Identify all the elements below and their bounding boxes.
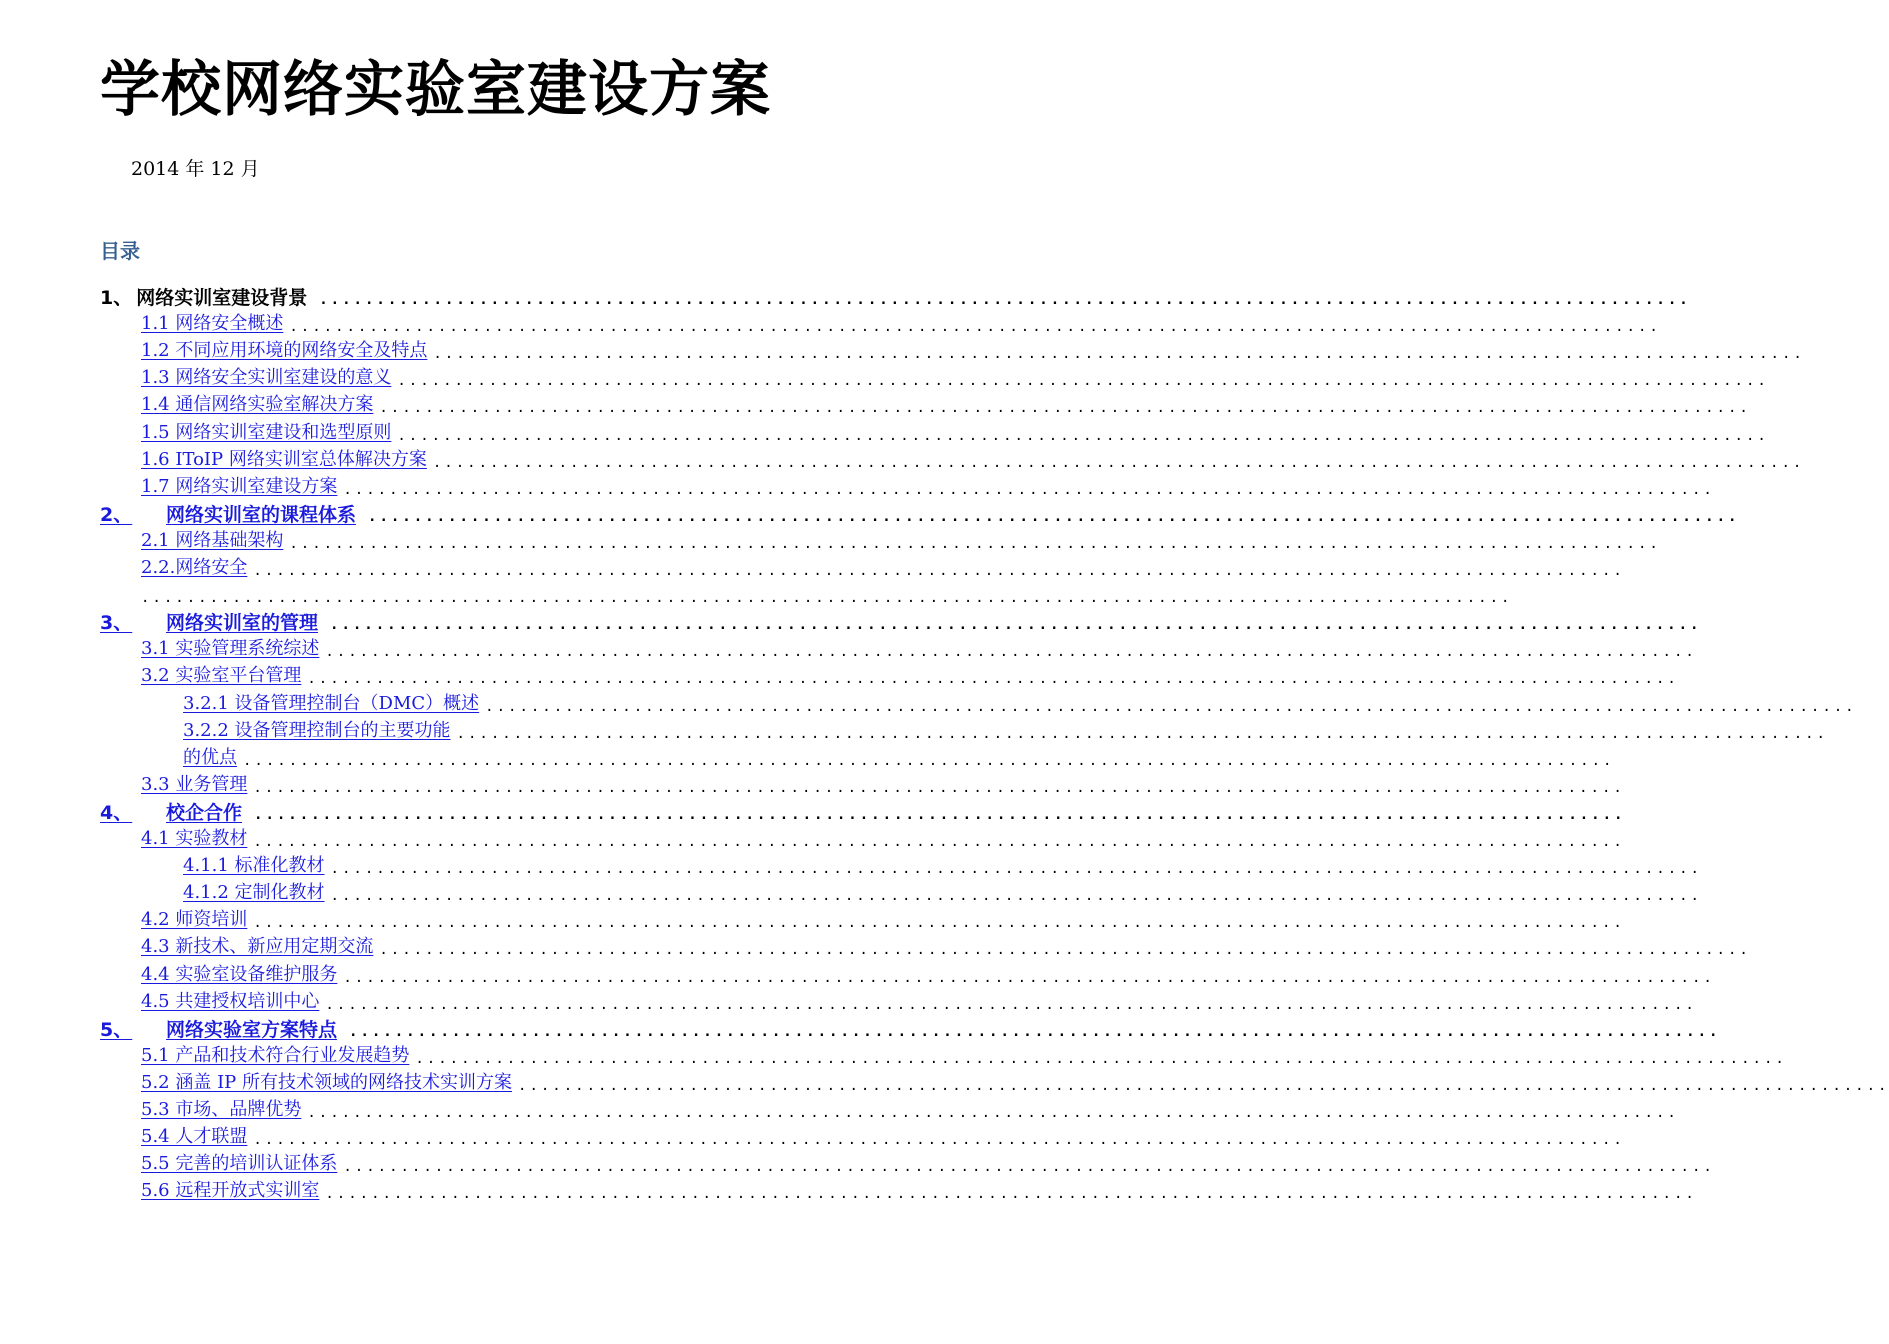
toc-section-entry[interactable]: [141, 363, 1769, 390]
toc-section-entry[interactable]: [141, 905, 1625, 932]
toc-section-link[interactable]: 5.2 涵盖 IP 所有技术领域的网络技术实训方案: [141, 1071, 513, 1093]
toc-chapter-entry[interactable]: [100, 1014, 1721, 1041]
toc-subsection-entry[interactable]: [183, 878, 1702, 905]
toc-leader-dots: ........................................................................................................................: [397, 427, 1769, 444]
toc-chapter-label: 网络实验室方案特点: [166, 1018, 338, 1041]
toc-leader-dots: ........................................................................................................................: [349, 1023, 1721, 1040]
toc-section-link[interactable]: 5.5 完善的培训认证体系: [141, 1153, 338, 1175]
toc-chapter-number: 3、: [100, 612, 133, 635]
toc-leader-dots: ........................................................................................................................: [433, 346, 1805, 363]
toc-section-entry[interactable]: [141, 445, 1805, 472]
toc-leader-dots: ........................................................................................................................: [307, 1105, 1679, 1121]
toc-section-entry[interactable]: [141, 960, 1715, 987]
toc-leader-dots: ........................................................................................................................: [253, 779, 1625, 796]
toc-leader-dots: ........................................................................................................................: [307, 671, 1679, 688]
toc-section-link[interactable]: 1.1 网络安全概述: [141, 313, 284, 335]
toc-section-entry[interactable]: [141, 472, 1715, 499]
toc-section-entry[interactable]: [141, 390, 1751, 417]
toc-section-link[interactable]: 4.3 新技术、新应用定期交流: [141, 936, 374, 958]
toc-section-link[interactable]: 2.2.网络安全: [141, 557, 248, 578]
toc-section-entry[interactable]: [141, 1095, 1679, 1122]
document-date: 2014 年 12 月: [131, 158, 260, 180]
toc-leader-dots: ........................................................................................................................: [518, 1077, 1889, 1094]
toc-leader-dots: ........................................................................................................................: [330, 861, 1702, 878]
toc-section-link[interactable]: 5.1 产品和技术符合行业发展趋势: [141, 1044, 410, 1066]
toc-leader-dots: ........................................................................................................................: [343, 481, 1715, 498]
toc-leader-dots: ........................................................................................................................: [485, 698, 1857, 715]
toc-leader-dots: ........................................................................................................................: [325, 1186, 1697, 1203]
toc-section-entry[interactable]: [141, 987, 1697, 1014]
toc-section-entry[interactable]: [141, 309, 1661, 336]
toc-section-link[interactable]: 2.1 网络基础架构: [141, 529, 284, 551]
toc-section-entry[interactable]: [141, 661, 1679, 688]
toc-section-entry[interactable]: [141, 1041, 1787, 1068]
toc-section-entry[interactable]: [141, 1149, 1715, 1176]
toc-leader-dots: ........................................................................................................................: [368, 508, 1740, 525]
toc-subsection-link[interactable]: 4.1.2 定制化教材: [183, 882, 325, 904]
toc-subsection-entry[interactable]: [183, 689, 1857, 716]
toc-chapter-entry[interactable]: [100, 797, 1626, 824]
toc-section-entry[interactable]: [141, 1122, 1625, 1149]
toc-section-entry[interactable]: [141, 553, 1625, 580]
toc-leader-dots: ........................................................................................................................: [253, 915, 1625, 932]
toc-leader-dots: ........................................................................................................................: [456, 725, 1828, 742]
toc-leader-dots: ........................................................................................................................: [379, 942, 1751, 959]
toc-section-entry[interactable]: [141, 932, 1751, 959]
toc-section-link[interactable]: 4.4 实验室设备维护服务: [141, 963, 338, 985]
toc-leader-dots: ........................................................................................................................: [253, 834, 1625, 850]
toc-subsection-link[interactable]: 3.2.1 设备管理控制台（DMC）概述: [183, 692, 480, 714]
toc-subsection-link[interactable]: 3.2.2 设备管理控制台的主要功能: [183, 719, 451, 741]
toc-section-link[interactable]: 4.2 师资培训: [141, 909, 248, 931]
toc-subsection-entry[interactable]: [183, 851, 1702, 878]
toc-leader-dots: ........................................................................................................................: [289, 535, 1661, 552]
toc-section-link[interactable]: 1.7 网络实训室建设方案: [141, 475, 338, 497]
toc-chapter-number: 4、: [100, 801, 133, 824]
toc-section-link[interactable]: 4.1 实验教材: [141, 828, 248, 849]
toc-leader-dots: ........................................................................................................................: [319, 292, 1691, 308]
toc-leader-dots: ........................................................................................................................: [415, 1050, 1787, 1067]
toc-subsection-link[interactable]: 4.1.1 标准化教材: [183, 855, 325, 877]
toc-leader-dots: ........................................................................................................................: [325, 996, 1697, 1013]
toc-section-entry[interactable]: [141, 418, 1769, 445]
toc-section-entry[interactable]: [141, 336, 1805, 363]
toc-chapter-label: 网络实训室的管理: [166, 612, 319, 635]
toc-leader-dots: ........................................................................................................................: [343, 969, 1715, 986]
toc-leader-dots: ........................................................................................................................: [325, 644, 1697, 661]
toc-section-entry[interactable]: [141, 526, 1661, 553]
toc-leader-dots: ........................................................................................................................: [330, 888, 1702, 905]
toc-leader-dots: ........................................................................................................................: [432, 454, 1805, 471]
toc-section-entry[interactable]: [141, 770, 1625, 797]
toc-section-link[interactable]: 1.4 通信网络实验室解决方案: [141, 394, 374, 416]
toc-section-link[interactable]: 1.3 网络安全实训室建设的意义: [141, 367, 392, 389]
toc-section-link[interactable]: 4.5 共建授权培训中心: [141, 990, 320, 1012]
toc-section-entry[interactable]: [141, 1176, 1697, 1203]
toc-chapter-label: 校企合作: [166, 801, 243, 824]
toc-section-entry[interactable]: [141, 824, 1625, 851]
toc-leader-dots: ........................................................................................................................: [254, 806, 1626, 823]
toc-leader-dots: ........................................................................................................................: [330, 617, 1702, 634]
document-title: 学校网络实验室建设方案: [100, 55, 771, 125]
toc-section-entry[interactable]: [141, 1068, 1889, 1095]
toc-section-link[interactable]: 5.3 市场、品牌优势: [141, 1099, 302, 1120]
toc-leader-dots: ........................................................................................................................: [343, 1159, 1715, 1176]
toc-section-link[interactable]: 1.2 不同应用环境的网络安全及特点: [141, 340, 428, 362]
toc-chapter-label: 网络实训室的课程体系: [166, 503, 357, 526]
toc-leader-dots: ........................................................................................................................: [253, 1132, 1625, 1149]
toc-chapter-label: 网络实训室建设背景: [136, 287, 308, 309]
toc-leader-dots: ........................................................................................................................: [379, 400, 1751, 417]
toc-chapter-number: 5、: [100, 1018, 133, 1041]
toc-section-link[interactable]: 3.2 实验室平台管理: [141, 665, 302, 687]
toc-leader-dots: ........................................................................................................................: [243, 752, 1615, 769]
toc-section-link[interactable]: 5.6 远程开放式实训室: [141, 1180, 320, 1202]
toc-section-link[interactable]: 3.1 实验管理系统综述: [141, 638, 320, 660]
toc-subsection-entry[interactable]: [183, 716, 1828, 743]
toc-chapter-entry[interactable]: [100, 282, 1691, 309]
toc-section-link[interactable]: 1.6 IToIP 网络实训室总体解决方案: [141, 448, 427, 470]
toc-subsection-link[interactable]: 的优点: [183, 746, 237, 768]
toc-chapter-number: 2、: [100, 503, 133, 526]
toc-leader-dots: ........................................................................................................................: [289, 319, 1661, 336]
toc-leader-dots: ........................................................................................................................: [141, 590, 1513, 607]
toc-section-entry[interactable]: [141, 634, 1697, 661]
toc-section-link[interactable]: 3.3 业务管理: [141, 773, 248, 795]
toc-leader-dots: ........................................................................................................................: [253, 563, 1625, 579]
toc-section-link[interactable]: 5.4 人才联盟: [141, 1126, 248, 1148]
toc-subsection-entry[interactable]: [183, 743, 1615, 770]
toc-chapter-number: 1、: [100, 287, 133, 309]
toc-leader-dots: ........................................................................................................................: [397, 373, 1769, 390]
toc-chapter-entry[interactable]: [100, 607, 1702, 635]
toc-leader-continuation: [141, 580, 1513, 607]
toc-heading: 目录: [100, 239, 140, 263]
toc-chapter-entry[interactable]: [100, 499, 1740, 526]
toc-section-link[interactable]: 1.5 网络实训室建设和选型原则: [141, 421, 392, 443]
